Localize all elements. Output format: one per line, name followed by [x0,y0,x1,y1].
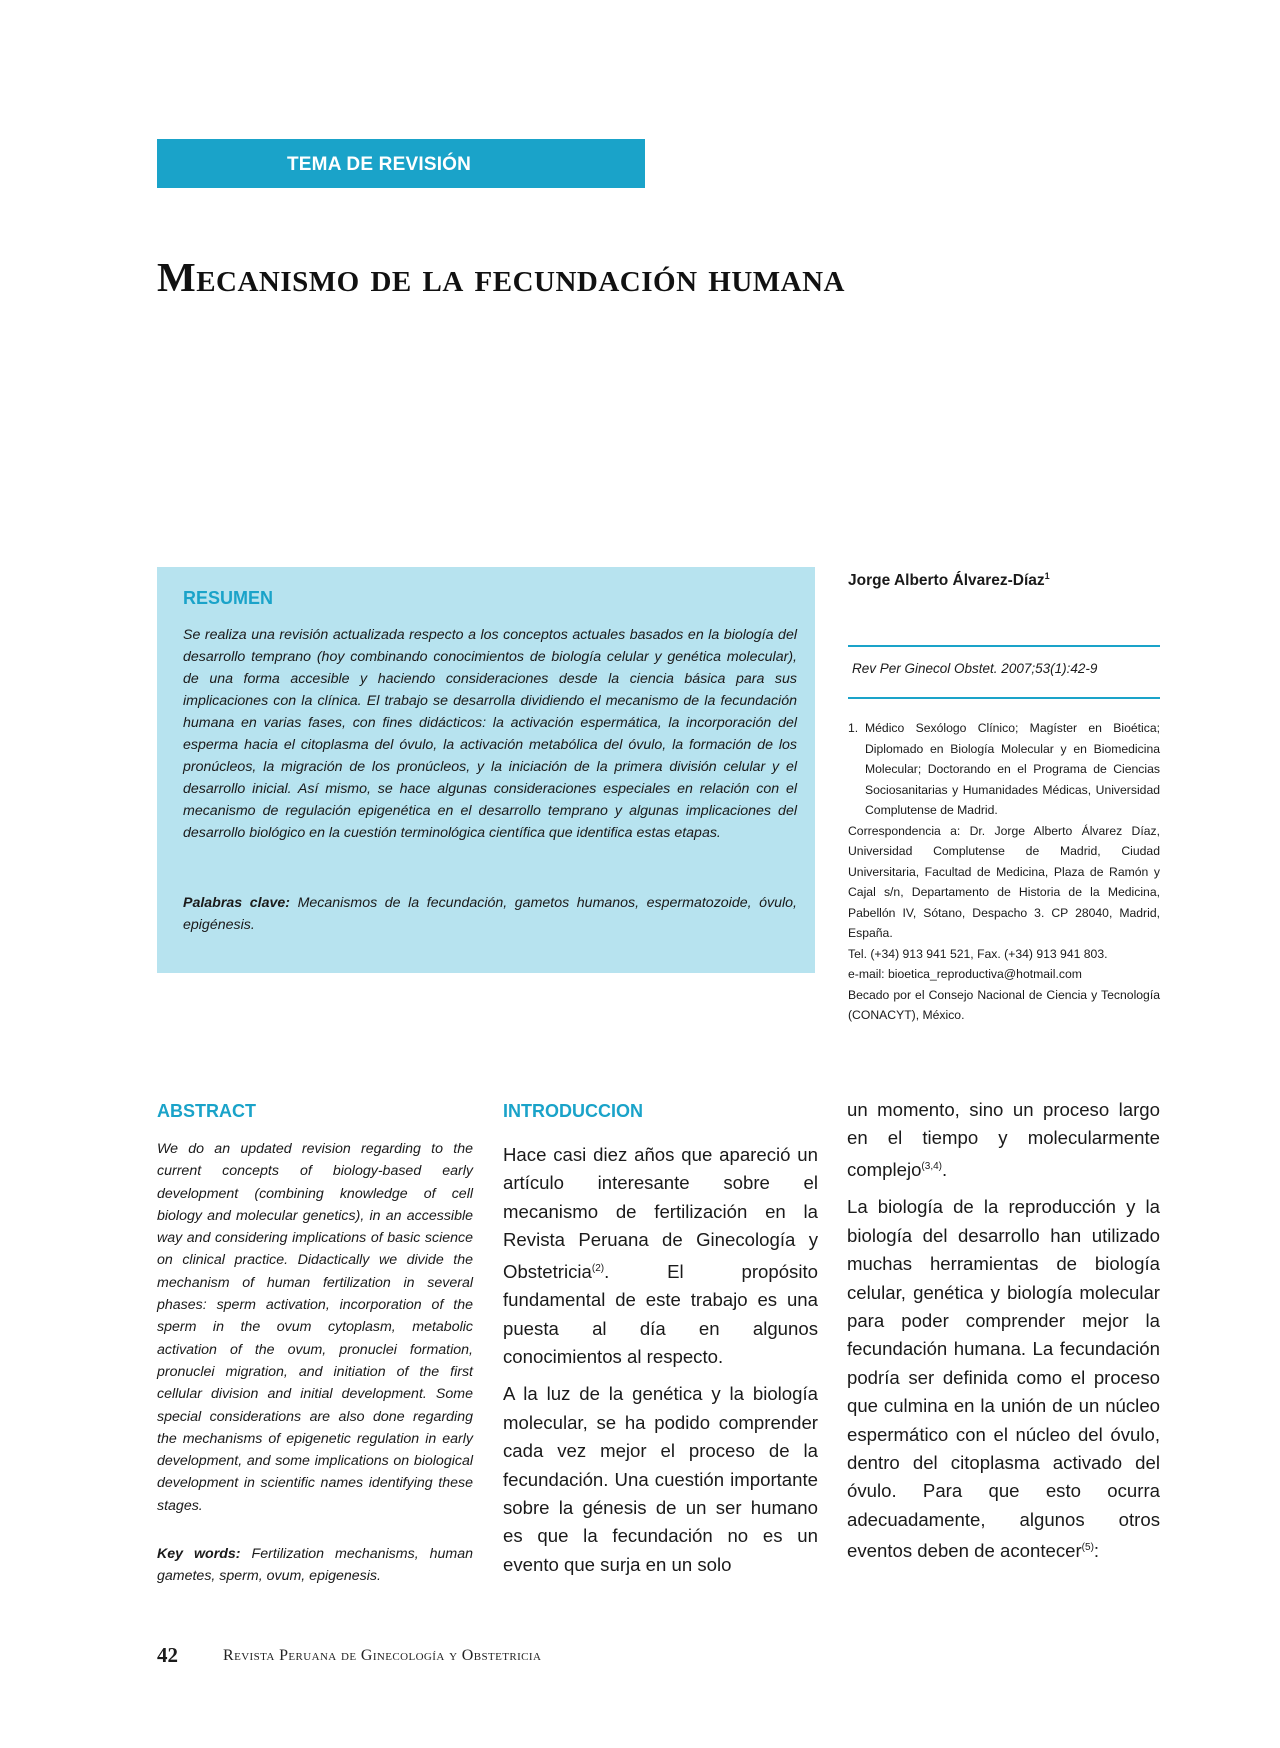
section-banner [157,139,645,188]
section-label: TEMA DE REVISIÓN [287,154,472,175]
author-superscript: 1 [1044,571,1050,581]
phone-fax: Tel. (+34) 913 941 521, Fax. (+34) 913 941 803. [848,946,1108,961]
abstract-keywords-text: Fertilization mechanisms, human gametes, sperm, ovum, epigenesis. [157,1546,473,1585]
journal-name: Revista Peruana de Ginecología y Obstetricia [223,1647,542,1664]
resumen-keywords-text: Mecanismos de la fecundación, gametos humanos, espermatozoide, óvulo, epigénesis. [183,895,797,933]
intro-paragraph-2-continued: un momento, sino un proceso largo en el tiempo y molecularmente complejo$^{(3,4)}$. [847,1099,1160,1180]
abstract-keywords [157,1543,473,1588]
article-title: Mecanismo de la fecundación humana [157,254,845,300]
correspondence: Correspondencia a: Dr. Jorge Alberto Álvarez Díaz, Universidad Complutense de Madrid, Ciudad Universitaria, Facultad de Medicina, Plaza de Ramón y Cajal s/n, Departamento de Historia de la Medicina, Pabellón IV, Sótano, Despacho 3. CP 28040, Madrid, España. [848,823,1160,940]
citation-ref: (3,4) [921,1160,942,1172]
page-number: 42 [157,1643,178,1667]
resumen-keywords-label: Palabras clave: [183,895,290,911]
abstract-heading: ABSTRACT [157,1101,256,1121]
body-column-right [847,1096,1160,1575]
resumen-heading: RESUMEN [183,588,274,608]
resumen-text: Se realiza una revisión actualizada respecto a los conceptos actuales basados en la biología del desarrollo temprano (hoy combinando conocimientos de biología celular y genética molecular), de una forma accesible y haciendo consideraciones desde la ciencia básica para sus implicaciones con la clínica. El trabajo se desarrolla dividiendo el mecanismo de la fecundación humana en varias fases, con fines didácticos: la activación espermática, la incorporación del esperma hacia el citoplasma del óvulo, la activación metabólica del óvulo, la formación de los pronúcleos, la migración de los pronúcleos, y la iniciación de la primera división celular y el desarrollo inicial. Así mismo, se hace algunas consideraciones especiales en relación con el mecanismo de regulación epigenética en el desarrollo temprano y algunas implicaciones del desarrollo biológico en la cuestión terminológica científica que identifica estas etapas. [183,627,797,841]
intro-paragraph-1: Hace casi diez años que apareció un artículo interesante sobre el mecanismo de fertilización en la Revista Peruana de Ginecología y Obstetricia$^{(2)}$. El propósito fundamental de este trabajo es una puesta al día en algunos conocimientos al respecto. [503,1144,818,1368]
affiliation-item [848,718,1160,821]
introduction-heading: INTRODUCCION [503,1101,643,1121]
citation: Rev Per Ginecol Obstet. 2007;53(1):42-9 [852,661,1098,676]
email-address: e-mail: bioetica_reproductiva@hotmail.com [848,967,1082,981]
affiliation-text: Médico Sexólogo Clínico; Magíster en Bioética; Diplomado en Biología Molecular y en Biomedicina Molecular; Doctorando en el Programa de Ciencias Sociosanitarias y Humanidades Médicas, Universidad Complutense de Madrid. [865,721,1160,817]
author-name [848,571,1050,590]
grant-note: Becado por el Consejo Nacional de Ciencia y Tecnología (CONACYT), México. [848,987,1160,1022]
affiliation-number: 1. [848,721,859,735]
intro-paragraph-2: A la luz de la genética y la biología molecular, se ha podido comprender cada vez mejor el proceso de la fecundación. Una cuestión importante sobre la génesis de un ser humano es que la fecundación no es un evento que surja en un solo [503,1383,818,1575]
author-name-text: Jorge Alberto Álvarez-Díaz [848,572,1045,590]
abstract-keywords-label: Key words: [157,1546,241,1562]
resumen-keywords [183,892,797,936]
affiliations [848,718,1160,1026]
divider-bottom [848,697,1160,699]
intro-paragraph-3: La biología de la reproducción y la biología del desarrollo han utilizado muchas herramientas de biología celular, genética y biología molecular para poder comprender mejor la fecundación humana. La fecundación podría ser definida como el proceso que culmina en la unión de un núcleo espermático con el núcleo del óvulo, dentro del citoplasma activado del óvulo. Para que esto ocurra adecuadamente, algunos otros eventos deben de acontecer$^{(5)}$: [847,1196,1160,1562]
abstract-text: We do an updated revision regarding to the current concepts of biology-based early development (combining knowledge of cell biology and molecular genetics), in an accessible way and considering implications of basic science on clinical practice. Didactically we divide the mechanism of human fertilization in several phases: sperm activation, incorporation of the sperm in the ovum cytoplasm, metabolic activation of the ovum, pronuclei formation, pronuclei migration, and initiation of the first cellular division and initial development. Some special considerations are also done regarding the mechanisms of epigenetic regulation in early development, and some implications on biological development in scientific names identifying these stages. [157,1141,473,1514]
citation-ref: (5) [1081,1542,1094,1554]
resumen-box [157,567,815,973]
divider-top [848,645,1160,647]
body-column-middle [503,1141,818,1588]
citation-ref: (2) [591,1262,605,1274]
